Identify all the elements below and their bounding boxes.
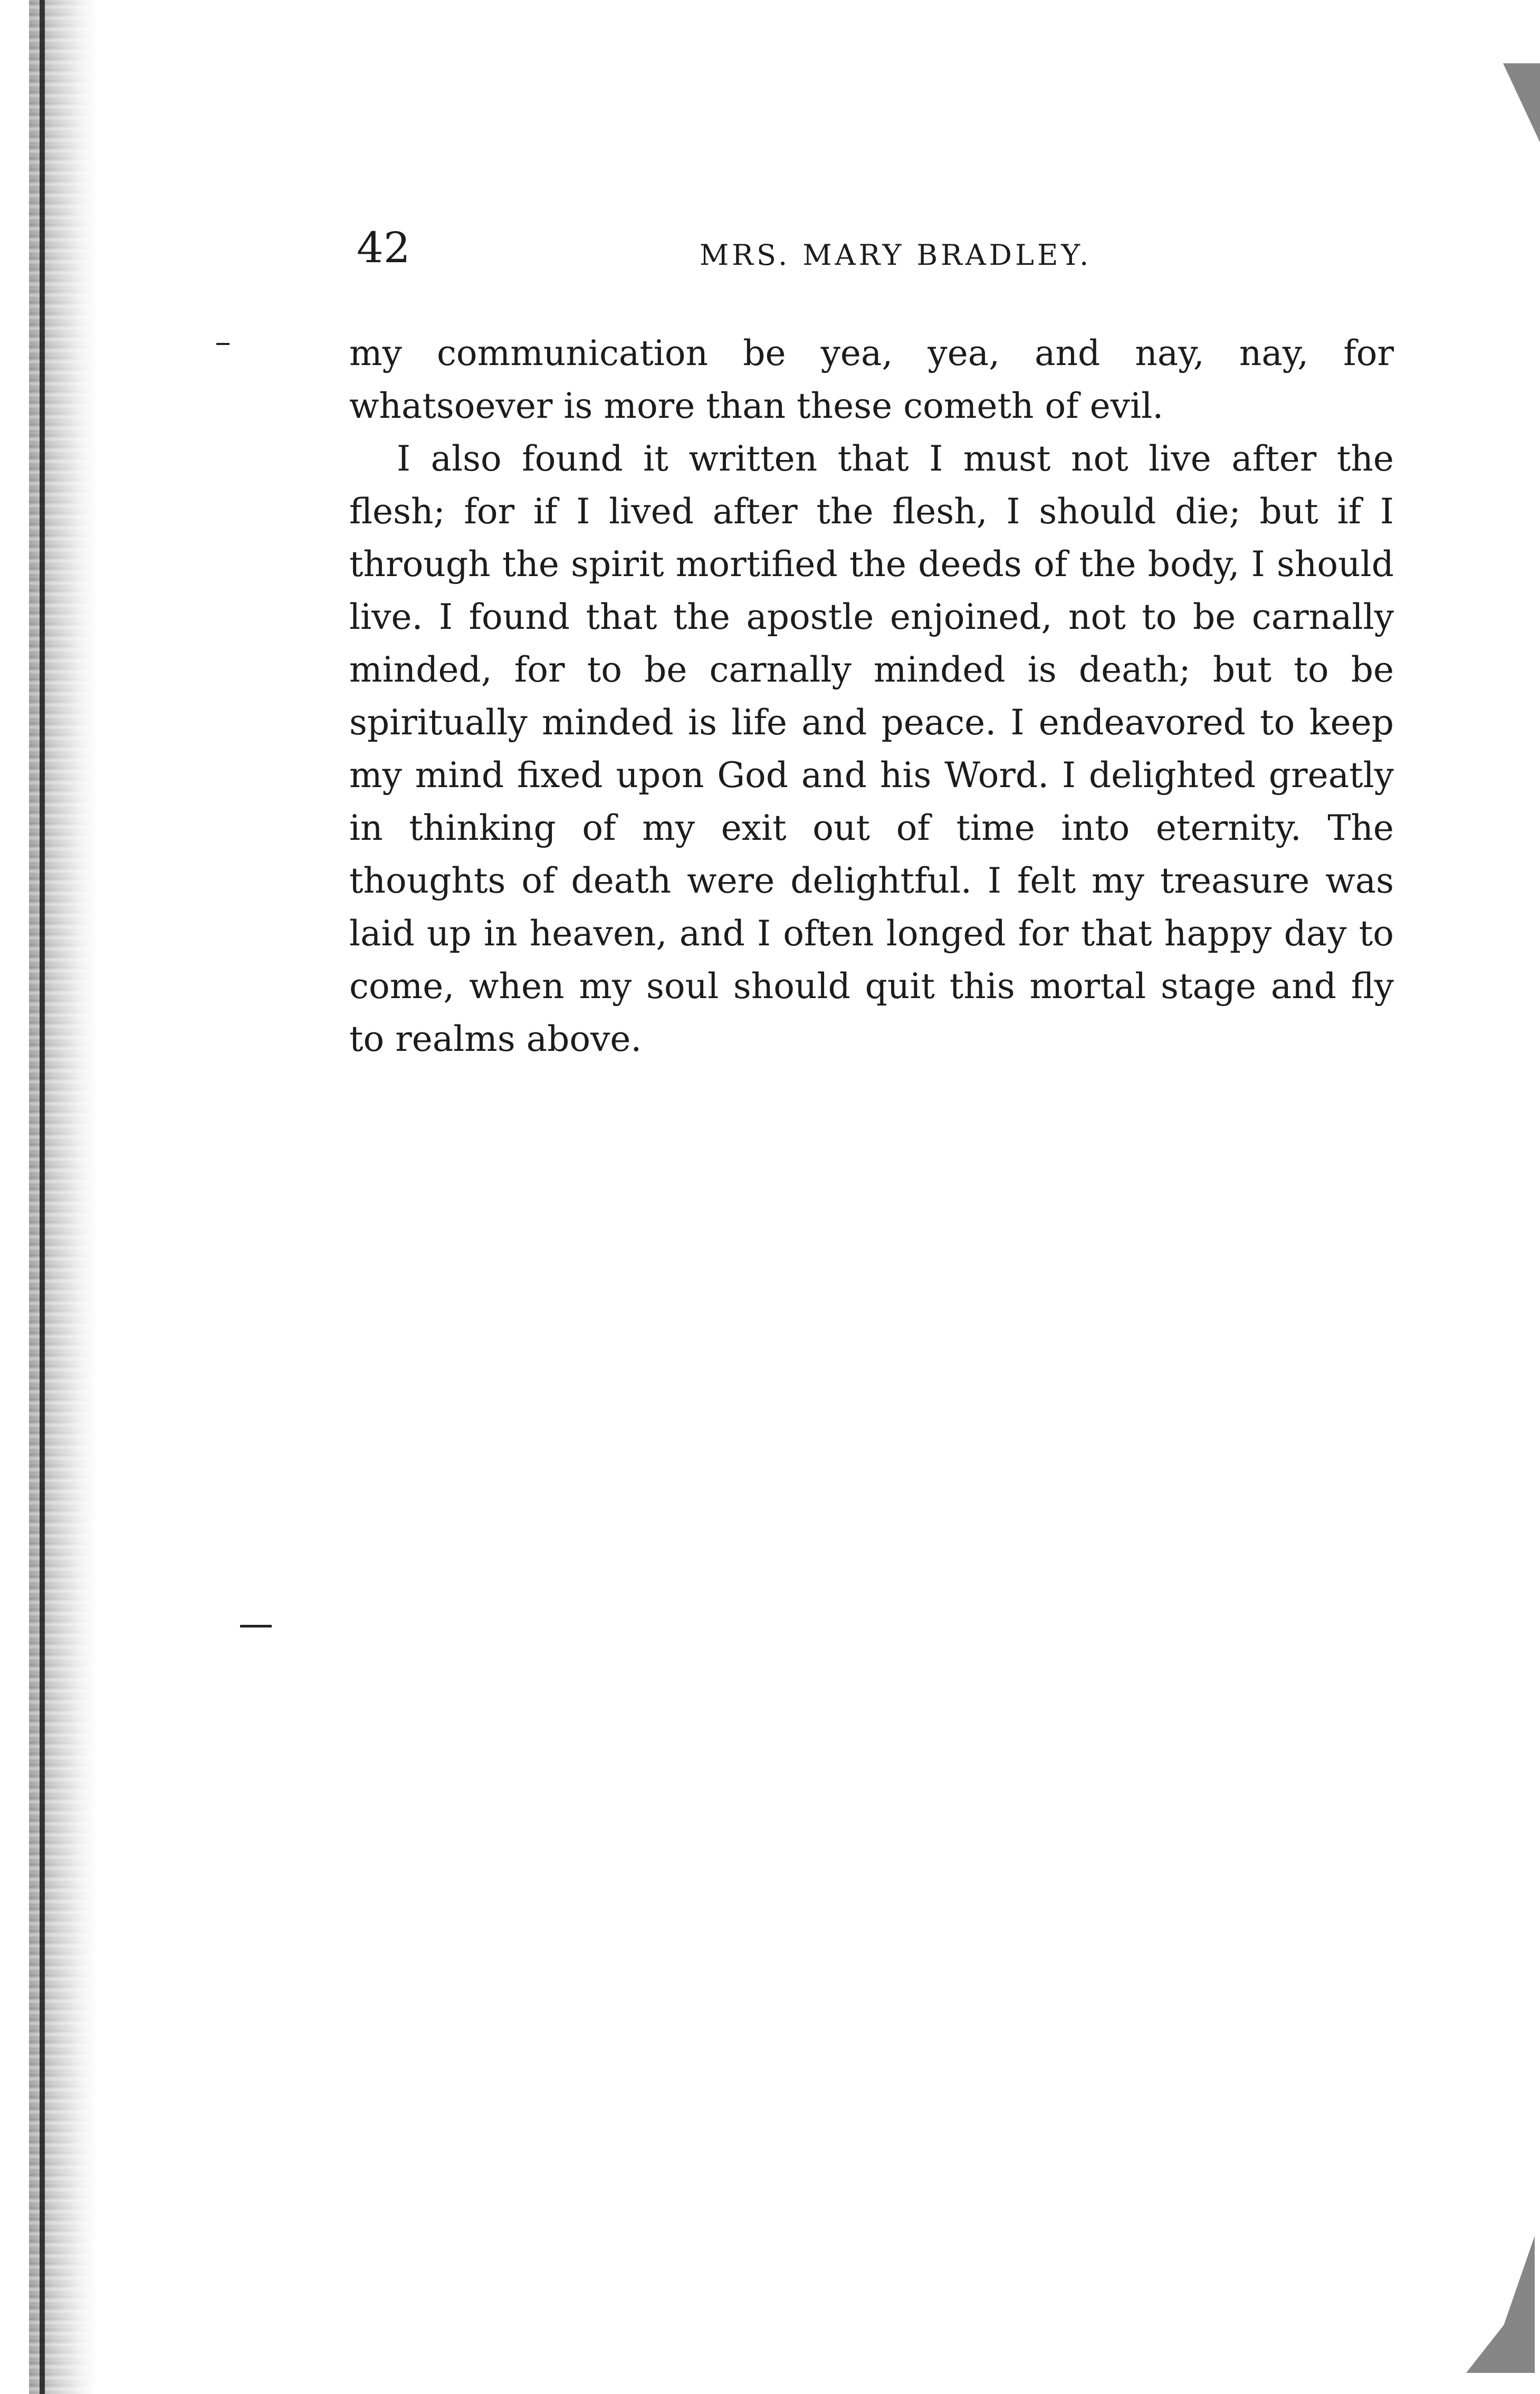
corner-scan-mark-top [1503,63,1540,142]
body-text [349,327,1394,1066]
page-number: 42 [357,223,410,272]
binding-edge-line [40,0,45,2394]
paragraph: my communication be yea, yea, and nay, nay, for whatsoever is more than these cometh of evil. [349,333,1394,426]
paragraph: I also found it written that I must not live after the flesh; for if I lived after the flesh, I should die; but if I through the spirit mortified the deeds of the body, I should live. I found that the apostle enjoined, not to be carnally minded, for to be carnally minded is death; but to be spiritually minded is life and peace. I endeavored to keep my mind fixed upon God and his Word. I delighted greatly in thinking of my exit out of time into eternity. The thoughts of death were delightful. I felt my treasure was laid up in heaven, and I often longed for that happy day to come, when my soul should quit this mortal stage and fly to realms above. [349,438,1394,1059]
page-header [357,222,1412,295]
stray-mark [216,343,229,345]
running-head: MRS. MARY BRADLEY. [700,238,1092,272]
stray-mark [240,1625,272,1627]
corner-scan-mark-bottom [1466,2236,1535,2373]
